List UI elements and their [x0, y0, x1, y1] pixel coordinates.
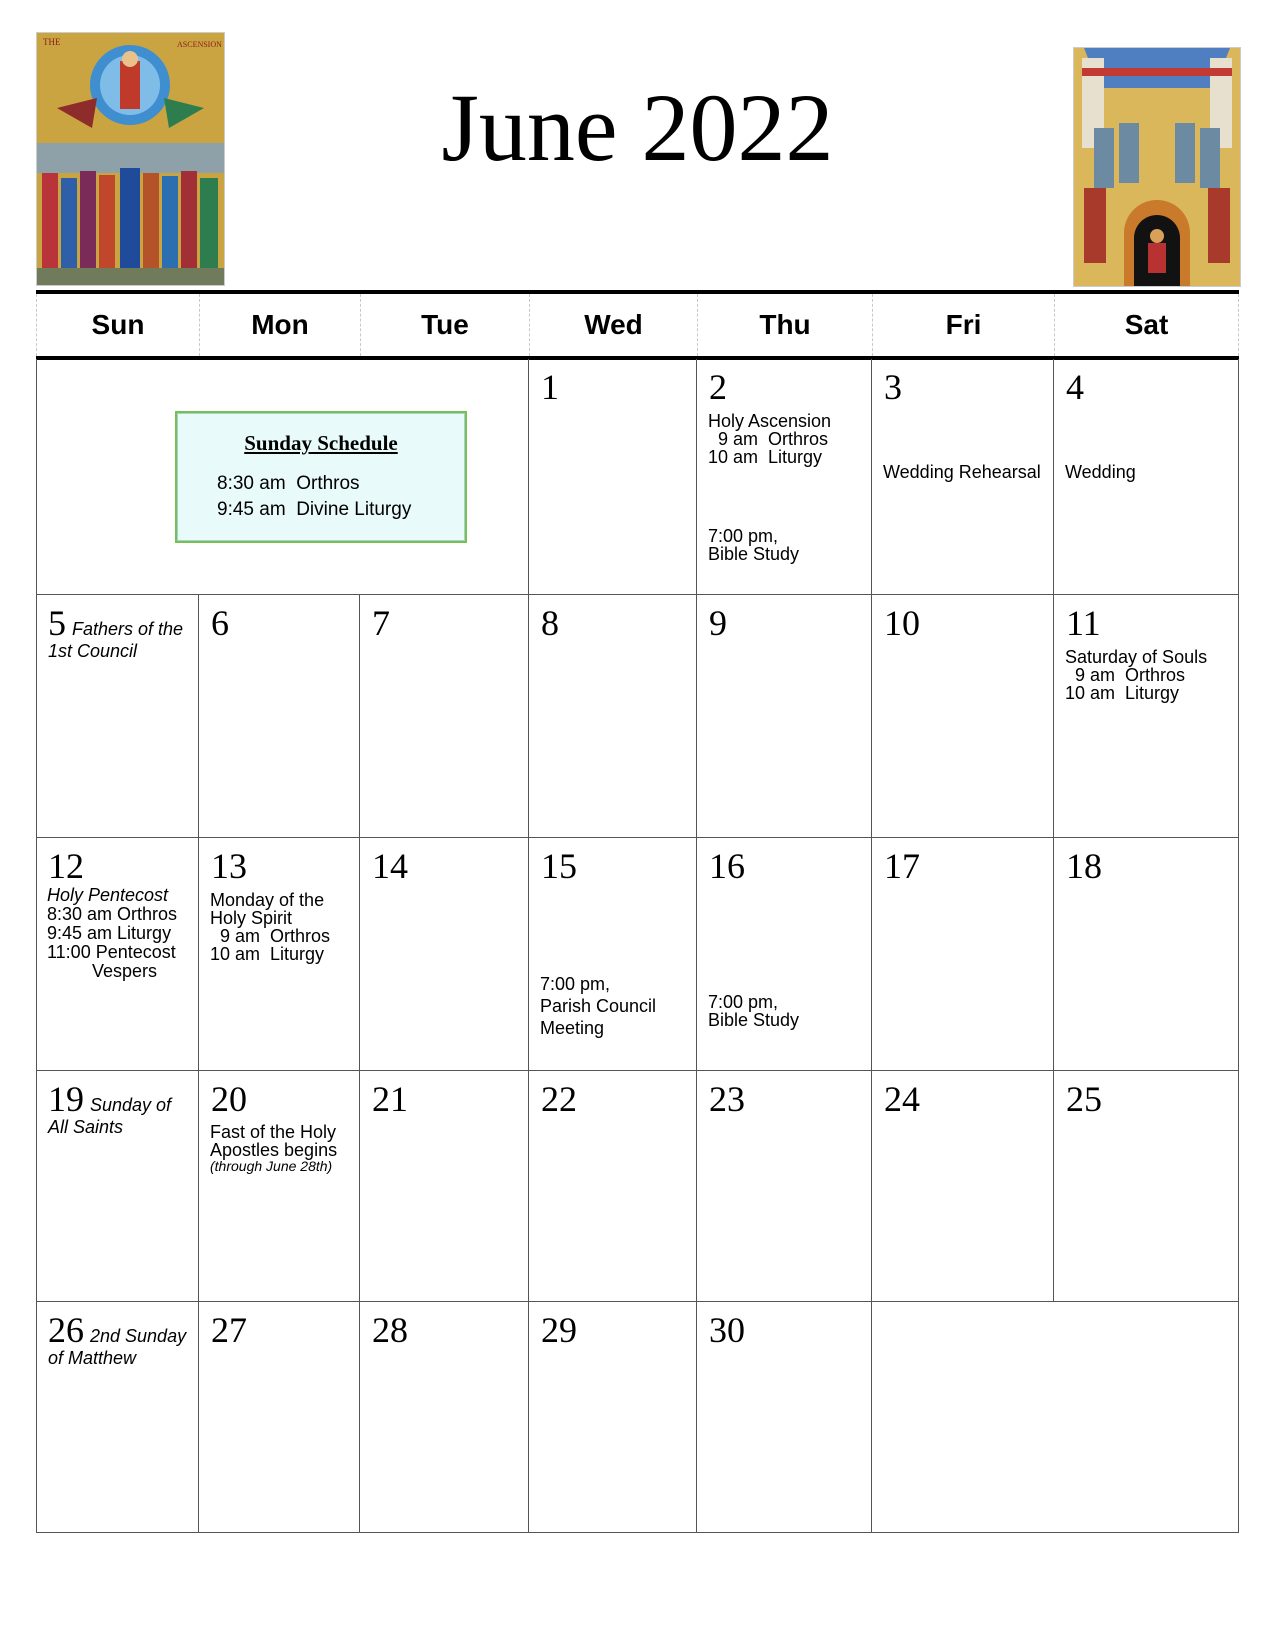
day-cell-19 [36, 1071, 199, 1302]
event-line: Saturday of Souls [1065, 647, 1208, 667]
event-line: 8:30 am Orthros [47, 904, 178, 924]
day-cell-16 [697, 838, 872, 1071]
event-line: 10 am Liturgy [1065, 683, 1180, 703]
event-line: 7:00 pm, [708, 526, 779, 546]
event-line: 7:00 pm, [708, 992, 779, 1012]
event-line: 9 am Orthros [1065, 665, 1186, 685]
day-cell-17 [872, 838, 1054, 1071]
day-cell-26 [36, 1302, 199, 1533]
day-number: 17 [884, 846, 920, 886]
day-cell-7 [360, 595, 529, 838]
day-cell-2 [697, 359, 872, 595]
day-cell-12 [36, 838, 199, 1071]
dow-sat: Sat [1054, 294, 1239, 356]
day-number: 13 [211, 846, 247, 886]
sunday-schedule-title: Sunday Schedule [244, 431, 398, 455]
day-number: 21 [372, 1079, 408, 1119]
day-number: 20 [211, 1079, 247, 1119]
feast-title: 2nd Sunday [90, 1326, 187, 1346]
sunday-feast-heading [48, 1081, 194, 1138]
day-number: 6 [211, 603, 229, 643]
event-line: 11:00 Pentecost [47, 942, 176, 962]
day-cell-1 [529, 359, 697, 595]
day-cell-27 [199, 1302, 360, 1533]
sunday-schedule-line: 9:45 am Divine Liturgy [217, 499, 412, 520]
event-line: Wedding [1065, 462, 1136, 482]
day-number: 28 [372, 1310, 408, 1350]
event-line: Apostles begins [210, 1140, 338, 1160]
dow-sun: Sun [36, 294, 199, 356]
day-cell-8 [529, 595, 697, 838]
day-cell-13 [199, 838, 360, 1071]
left-icon-text-ascension: ASCENSION [177, 40, 222, 49]
feast-title-cont: 1st Council [48, 641, 138, 661]
event-line: Holy Ascension [708, 411, 832, 431]
day-cell-18 [1054, 838, 1239, 1071]
event-line: Monday of the [210, 890, 325, 910]
day-cell-10 [872, 595, 1054, 838]
event-line: Parish Council [540, 996, 657, 1016]
event-line: Vespers [47, 961, 158, 981]
day-cell-14 [360, 838, 529, 1071]
day-number: 23 [709, 1079, 745, 1119]
day-cell-9 [697, 595, 872, 838]
event-line: Bible Study [708, 544, 800, 564]
event-line: Meeting [540, 1018, 605, 1038]
day-number: 15 [541, 846, 577, 886]
day-number: 30 [709, 1310, 745, 1350]
event-line: 9 am Orthros [708, 429, 829, 449]
day-number: 27 [211, 1310, 247, 1350]
sunday-schedule-line: 8:30 am Orthros [217, 473, 360, 494]
day-number: 18 [1066, 846, 1102, 886]
day-number: 25 [1066, 1079, 1102, 1119]
day-number: 10 [884, 603, 920, 643]
day-cell-15 [529, 838, 697, 1071]
day-cell-30 [697, 1302, 872, 1533]
left-icon-text-the: THE [43, 37, 61, 47]
sunday-feast-heading [48, 605, 194, 662]
day-number: 19 [48, 1079, 84, 1119]
feast-title-cont: All Saints [48, 1117, 124, 1137]
day-number: 4 [1066, 367, 1084, 407]
dow-mon: Mon [199, 294, 360, 356]
event-line: Fast of the Holy [210, 1122, 337, 1142]
day-cell-22 [529, 1071, 697, 1302]
event-line: 10 am Liturgy [708, 447, 823, 467]
event-line: Wedding Rehearsal [883, 462, 1041, 482]
event-line: 9:45 am Liturgy [47, 923, 172, 943]
day-number: 26 [48, 1310, 84, 1350]
dow-tue: Tue [360, 294, 529, 356]
day-cell-25 [1054, 1071, 1239, 1302]
day-cell-5 [36, 595, 199, 838]
day-cell-6 [199, 595, 360, 838]
event-line: 7:00 pm, [540, 974, 611, 994]
sunday-schedule-box [175, 411, 467, 543]
day-number: 8 [541, 603, 559, 643]
day-number: 3 [884, 367, 902, 407]
day-number: 2 [709, 367, 727, 407]
day-cell-20 [199, 1071, 360, 1302]
day-number: 5 [48, 603, 66, 643]
day-number: 16 [709, 846, 745, 886]
day-cell-11 [1054, 595, 1239, 838]
event-line: Bible Study [708, 1010, 800, 1030]
event-line: Holy Spirit [210, 908, 293, 928]
day-cell-29 [529, 1302, 697, 1533]
day-cell-28 [360, 1302, 529, 1533]
dow-fri: Fri [872, 294, 1054, 356]
event-note: (through June 28th) [210, 1158, 333, 1174]
day-cell-23 [697, 1071, 872, 1302]
day-number: 22 [541, 1079, 577, 1119]
day-cell-21 [360, 1071, 529, 1302]
day-number: 29 [541, 1310, 577, 1350]
day-number: 14 [372, 846, 408, 886]
day-number: 24 [884, 1079, 920, 1119]
feast-title: Fathers of the [72, 619, 184, 639]
feast-title: Sunday of [90, 1095, 172, 1115]
schedule-cell [36, 359, 529, 595]
day-number: 1 [541, 367, 559, 407]
day-cell-3 [872, 359, 1054, 595]
sunday-feast-heading [48, 1312, 194, 1369]
month-title: June 2022 [441, 74, 834, 181]
feast-title-cont: of Matthew [48, 1348, 137, 1368]
empty-cell [872, 1302, 1239, 1533]
day-number: 11 [1066, 603, 1101, 643]
dow-wed: Wed [529, 294, 697, 356]
calendar-grid [36, 359, 1239, 1533]
day-cell-24 [872, 1071, 1054, 1302]
event-line: 9 am Orthros [210, 926, 331, 946]
dow-thu: Thu [697, 294, 872, 356]
day-number: 9 [709, 603, 727, 643]
feast-title: Holy Pentecost [47, 885, 169, 905]
event-line: 10 am Liturgy [210, 944, 325, 964]
day-number: 12 [48, 846, 84, 886]
day-number: 7 [372, 603, 390, 643]
day-cell-4 [1054, 359, 1239, 595]
day-of-week-header [36, 294, 1239, 356]
